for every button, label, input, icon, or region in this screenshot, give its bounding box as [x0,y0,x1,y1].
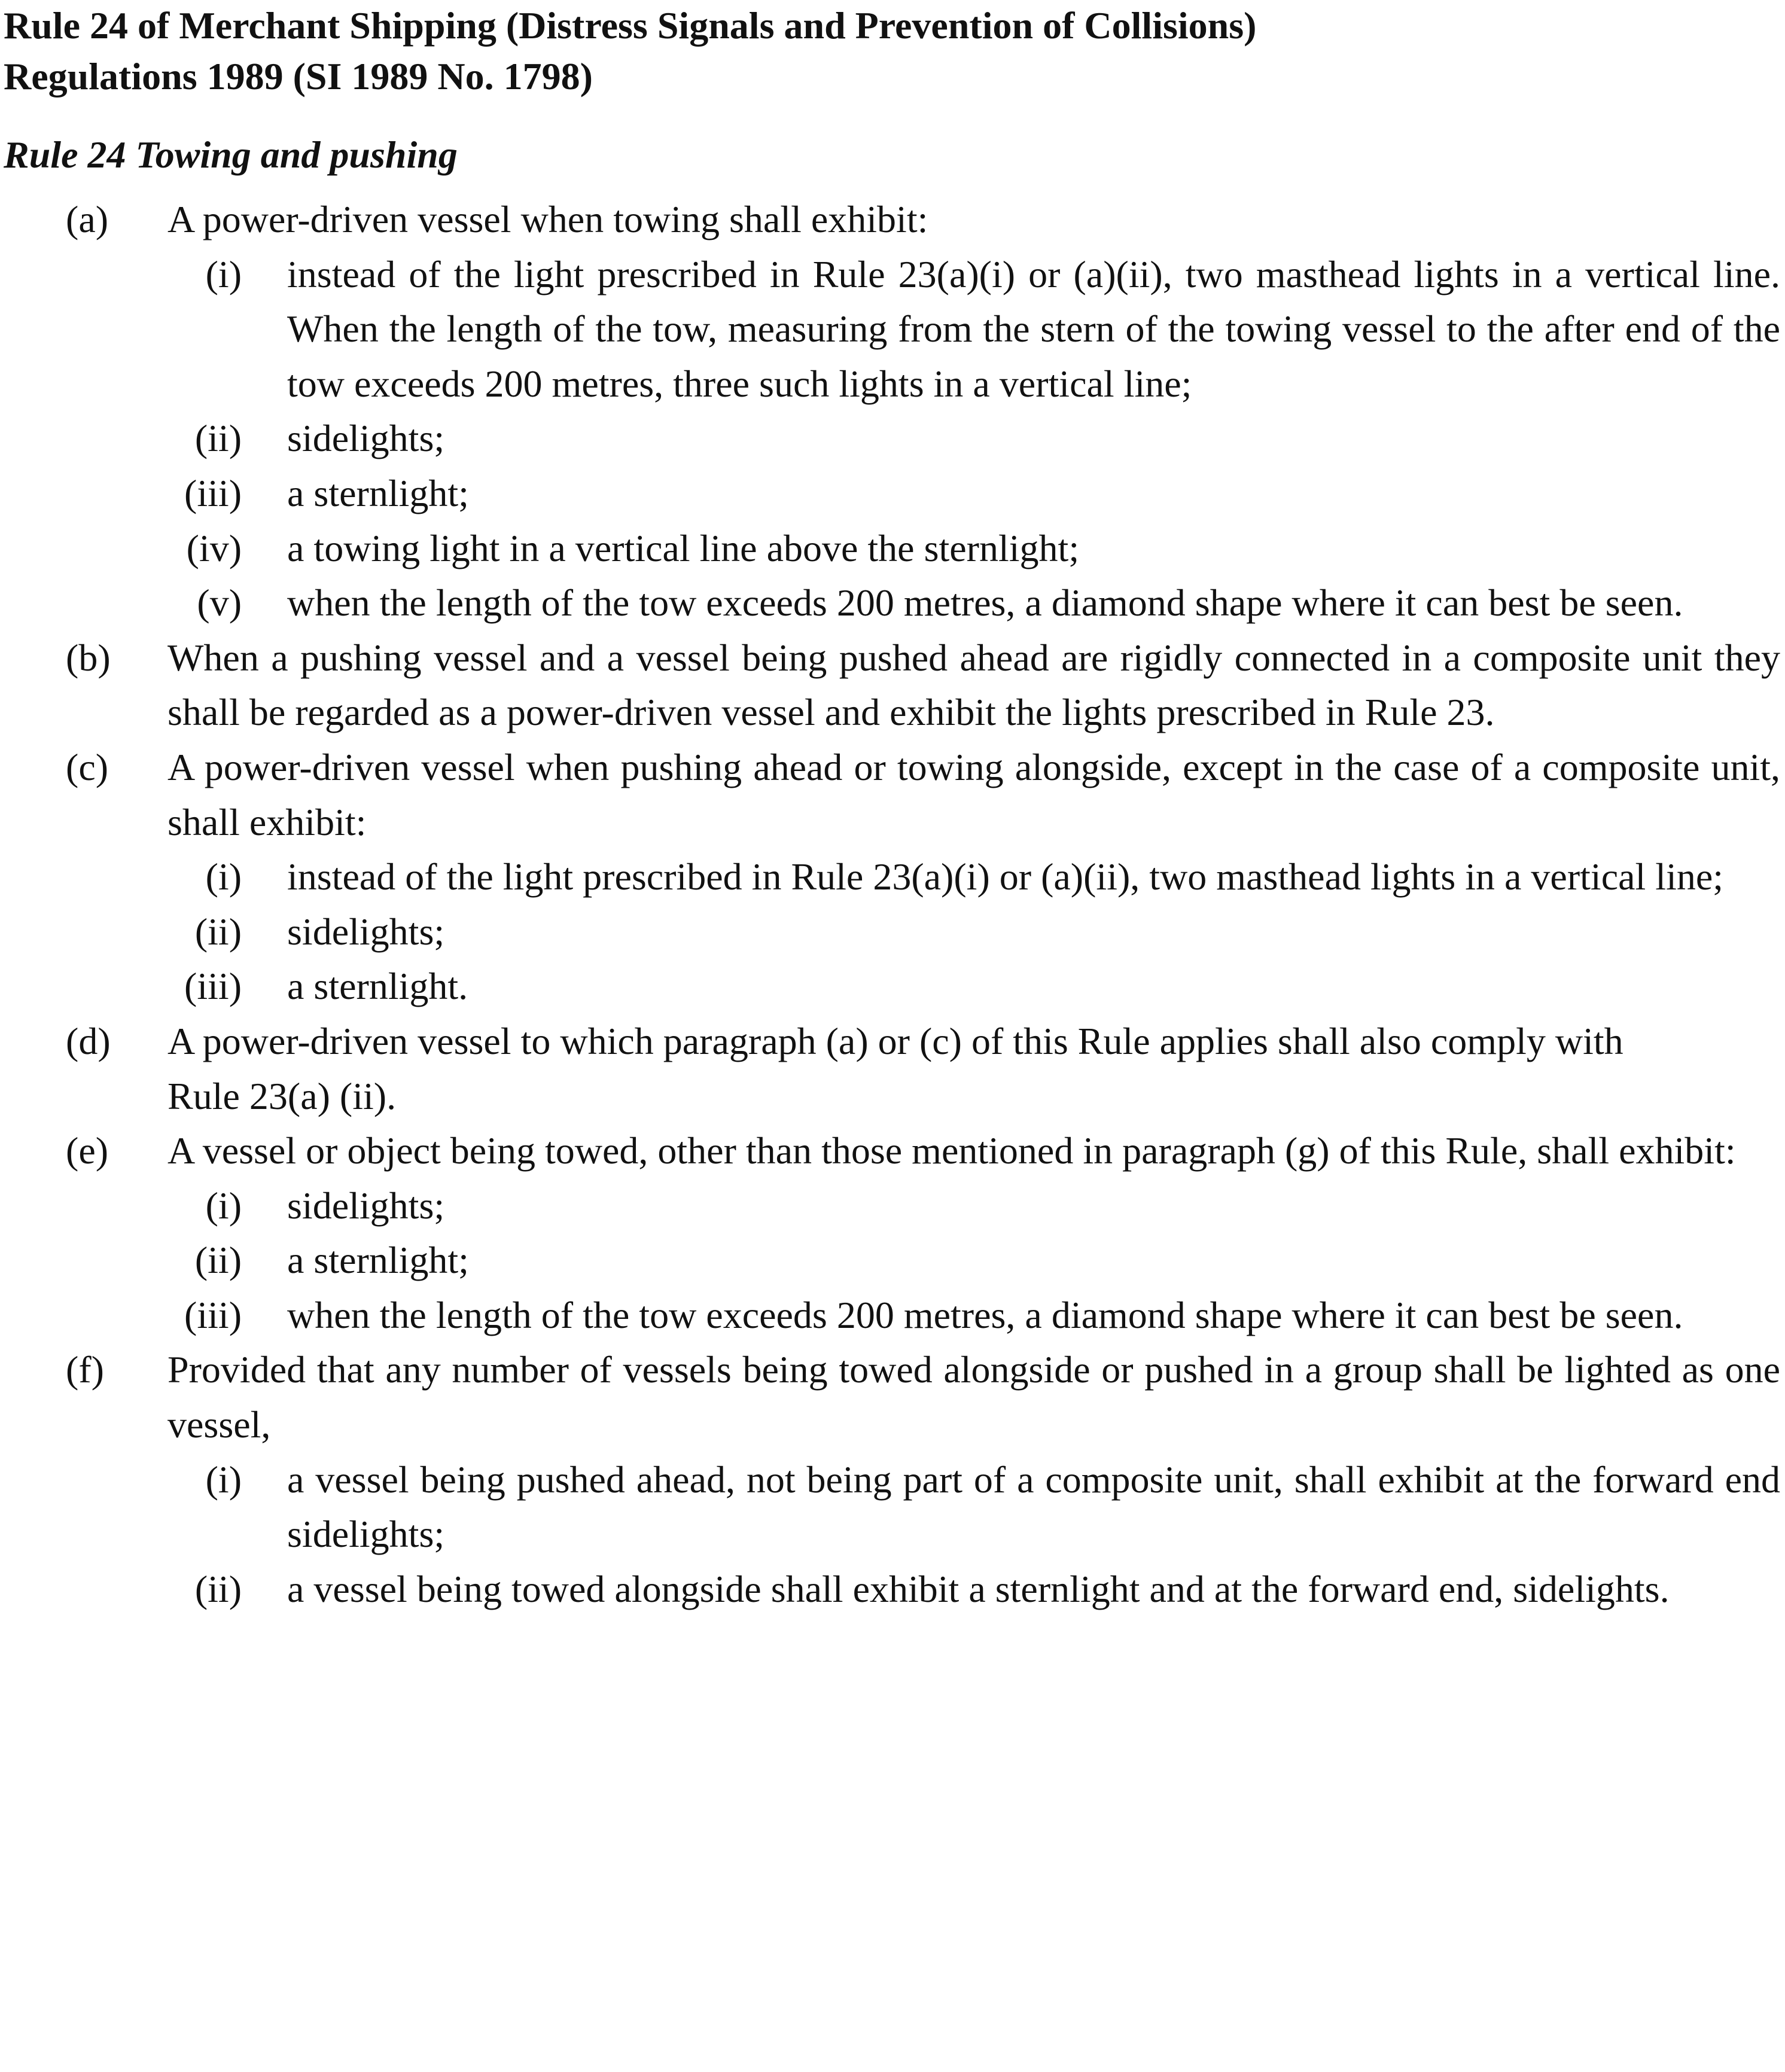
document-page [4,0,1780,1616]
subparagraph-a-iv [4,521,1780,576]
paragraph-e [4,1123,1780,1178]
title-line-1: Rule 24 of Merchant Shipping (Distress Signals and Prevention of Collisions) [4,4,1257,47]
paragraph-text: A vessel or object being towed, other than those mentioned in paragraph (g) of this Rule, shall exhibit: [167,1129,1736,1172]
subparagraph-c-i [4,849,1780,904]
subparagraph-text: a sternlight; [287,471,469,514]
paragraph-text: Provided that any number of vessels being towed alongside or pushed in a group shall be lighted as one vessel, [167,1348,1780,1446]
subparagraph-e-i [4,1178,1780,1233]
subparagraph-text: a sternlight. [287,965,468,1008]
subparagraph-label: (ii) [194,910,242,953]
paragraph-label: (e) [66,1129,109,1172]
subparagraph-label: (ii) [194,1567,242,1610]
paragraph-label: (f) [66,1348,104,1391]
subparagraph-a-iii [4,466,1780,521]
subparagraph-label: (iii) [184,965,242,1008]
paragraph-label: (b) [66,636,111,679]
paragraph-b [4,630,1780,740]
subparagraph-f-i [4,1452,1780,1562]
subparagraph-text: sidelights; [287,1184,445,1227]
subparagraph-text: a vessel being pushed ahead, not being part of a composite unit, shall exhibit at the forward end sidelights; [287,1458,1780,1556]
paragraph-f [4,1342,1780,1452]
rule-heading: Rule 24 Towing and pushing [4,133,458,176]
subparagraph-a-v [4,575,1780,630]
subparagraph-text: a sternlight; [287,1239,469,1282]
paragraph-d [4,1014,1780,1123]
subparagraph-label: (ii) [194,417,242,460]
subparagraph-label: (i) [205,1458,242,1501]
paragraph-c [4,740,1780,849]
subparagraph-text: sidelights; [287,417,445,460]
paragraph-text: A power-driven vessel when pushing ahead or towing alongside, except in the case of a composite unit, shall exhibit: [167,745,1780,843]
paragraph-text-line-2: Rule 23(a) (ii). [167,1074,397,1117]
subparagraph-text: instead of the light prescribed in Rule 23(a)(i) or (a)(ii), two masthead lights in a vertical line; [287,855,1724,898]
subparagraph-c-iii [4,959,1780,1014]
subparagraph-label: (ii) [194,1239,242,1282]
subparagraph-text: when the length of the tow exceeds 200 metres, a diamond shape where it can best be seen. [287,1293,1683,1336]
subparagraph-label: (i) [205,252,242,295]
subparagraph-text: sidelights; [287,910,445,953]
subparagraph-label: (iii) [184,1293,242,1336]
paragraph-label: (c) [66,745,109,788]
paragraph-label: (d) [66,1019,111,1062]
subparagraph-f-ii [4,1562,1780,1617]
subparagraph-text: when the length of the tow exceeds 200 metres, a diamond shape where it can best be seen. [287,581,1683,624]
subparagraph-a-ii [4,411,1780,466]
subparagraph-a-i [4,247,1780,412]
subparagraph-e-iii [4,1288,1780,1343]
title-line-2: Regulations 1989 (SI 1989 No. 1798) [4,55,593,97]
subparagraph-label: (iii) [184,471,242,514]
paragraph-a [4,192,1780,247]
subparagraph-text: a towing light in a vertical line above the sternlight; [287,526,1080,569]
paragraph-label: (a) [66,198,109,240]
subparagraph-text: instead of the light prescribed in Rule 23(a)(i) or (a)(ii), two masthead lights in a vertical line. When the length of the tow, measuring from the stern of the towing vessel to the after end of the tow exceeds 200 metres, three such lights in a vertical line; [287,252,1780,405]
paragraph-text: When a pushing vessel and a vessel being pushed ahead are rigidly connected in a composite unit they shall be regarded as a power-driven vessel and exhibit the lights prescribed in Rule 23. [167,636,1780,734]
subparagraph-c-ii [4,904,1780,959]
paragraph-text-line-1: A power-driven vessel to which paragraph (a) or (c) of this Rule applies shall also comply with [167,1019,1623,1062]
subparagraph-label: (i) [205,855,242,898]
subparagraph-label: (iv) [186,526,242,569]
subparagraph-label: (i) [205,1184,242,1227]
rule-body [4,192,1780,1616]
document-title [4,0,1780,102]
subparagraph-text: a vessel being towed alongside shall exhibit a sternlight and at the forward end, sidelights. [287,1567,1670,1610]
subparagraph-e-ii [4,1233,1780,1288]
paragraph-text: A power-driven vessel when towing shall exhibit: [167,198,928,240]
subparagraph-label: (v) [197,581,242,624]
